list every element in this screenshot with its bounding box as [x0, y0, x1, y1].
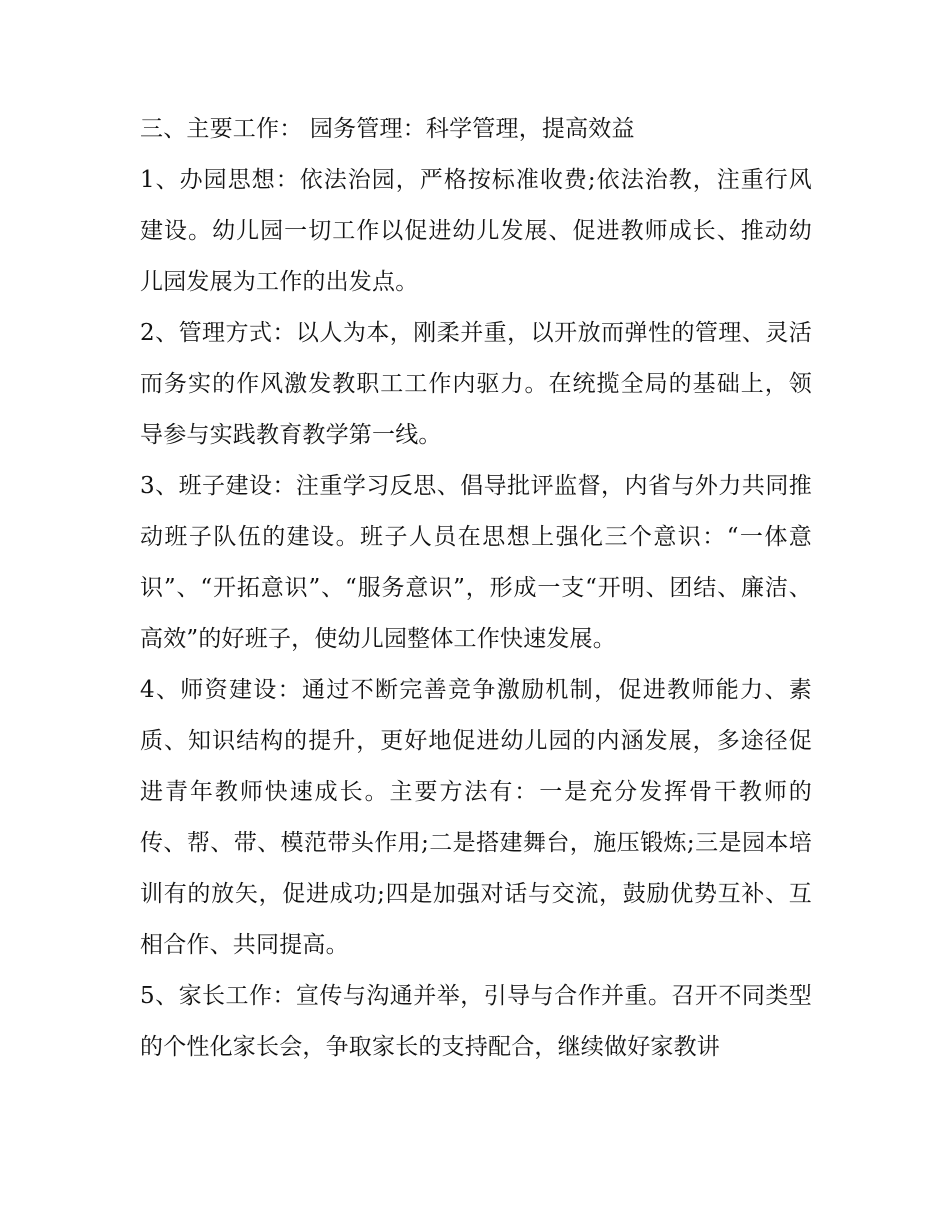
paragraph-teacher-development: 4、师资建设：通过不断完善竞争激励机制，促进教师能力、素质、知识结构的提升，更好地促进幼儿园的内涵发展，多途径促进青年教师快速成长。主要方法有：一是充分发挥骨干教师的传、帮、带、模范带头作用;二是搭建舞台，施压锻炼;三是园本培训有的放矢，促进成功;四是加强对话与交流，鼓励优势互补、互相合作、共同提高。	[140, 677, 812, 958]
section-heading: 三、主要工作： 园务管理：科学管理，提高效益	[140, 116, 635, 142]
paragraph-school-philosophy: 1、办园思想：依法治园，严格按标准收费;依法治教，注重行风建设。幼儿园一切工作以促进幼儿发展、促进教师成长、推动幼儿园发展为工作的出发点。	[140, 167, 812, 295]
paragraph-management-style: 2、管理方式：以人为本，刚柔并重，以开放而弹性的管理、灵活而务实的作风激发教职工工作内驱力。在统揽全局的基础上，领导参与实践教育教学第一线。	[140, 320, 812, 448]
paragraph-parent-work: 5、家长工作：宣传与沟通并举，引导与合作并重。召开不同类型的个性化家长会，争取家长的支持配合，继续做好家教讲	[140, 983, 812, 1060]
paragraph-leadership-team: 3、班子建设：注重学习反思、倡导批评监督，内省与外力共同推动班子队伍的建设。班子人员在思想上强化三个意识：“一体意识”、“开拓意识”、“服务意识”，形成一支“开明、团结、廉洁、高效”的好班子，使幼儿园整体工作快速发展。	[140, 473, 812, 652]
document-body	[140, 104, 812, 1073]
